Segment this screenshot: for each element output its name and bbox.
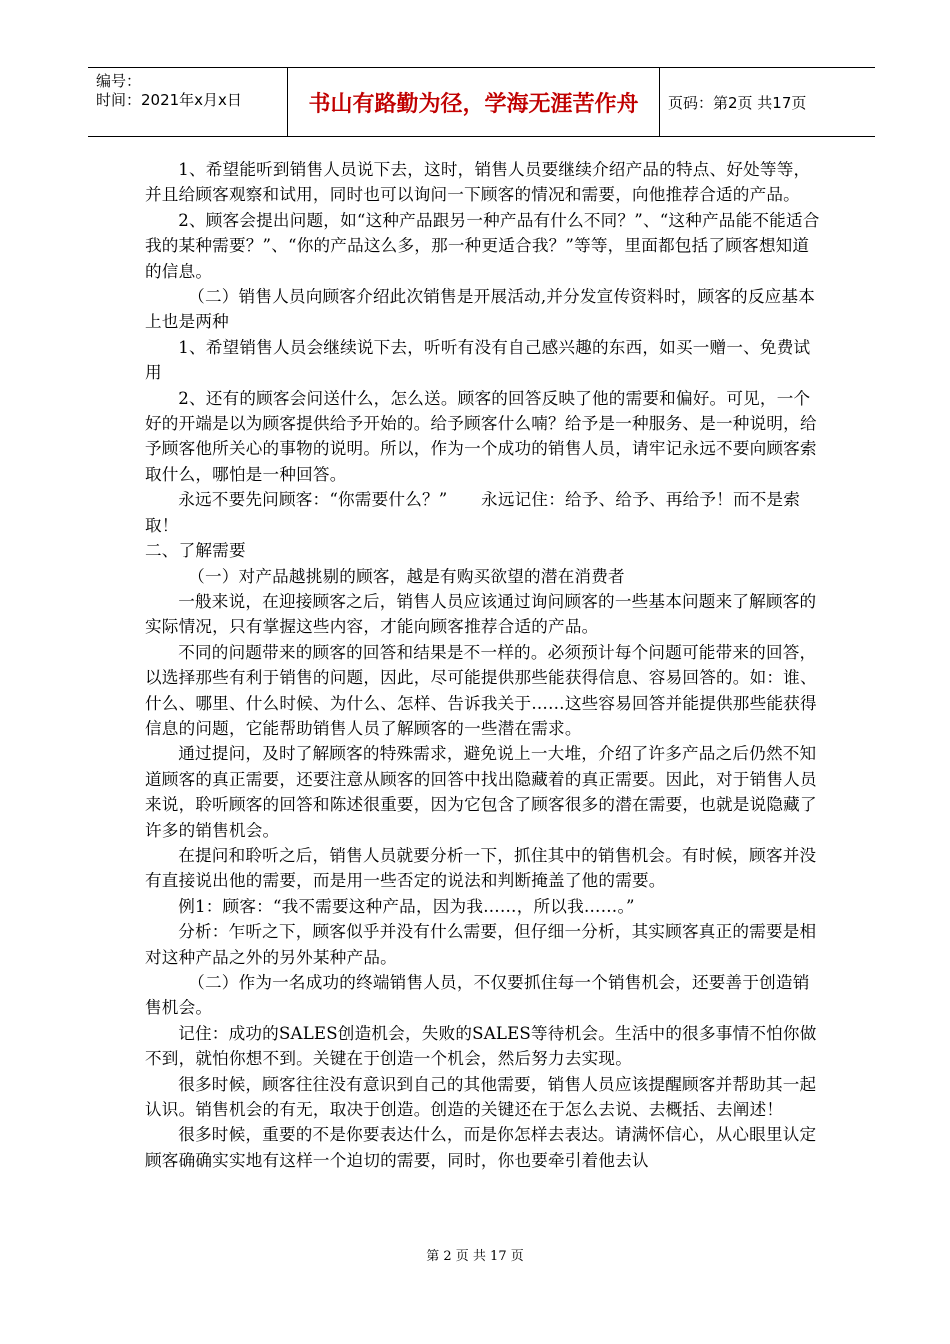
paragraph: （二）销售人员向顾客介绍此次销售是开展活动,并分发宣传资料时，顾客的反应基本上也是两种 (145, 287, 815, 332)
paragraph: 通过提问，及时了解顾客的特殊需求，避免说上一大堆，介绍了许多产品之后仍然不知道顾客的真正需要，还要注意从顾客的回答中找出隐藏着的真正需要。因此，对于销售人员来说，聆听顾客的回答和陈述很重要，因为它包含了顾客很多的潜在需要，也就是说隐藏了许多的销售机会。 (145, 744, 817, 840)
paragraph: （一）对产品越挑剔的顾客，越是有购买欲望的潜在消费者 (188, 566, 625, 586)
header-motto: 书山有路勤为径，学海无涯苦作舟 (288, 68, 660, 136)
paragraph: 很多时候，顾客往往没有意识到自己的其他需要，销售人员应该提醒顾客并帮助其一起认识。销售机会的有无，取决于创造。创造的关键还在于怎么去说、去概括、去阐述！ (145, 1074, 817, 1120)
paragraph: 2、还有的顾客会问送什么，怎么送。顾客的回答反映了他的需要和偏好。可见，一个好的开端是以为顾客提供给予开始的。给予顾客什么喃？给予是一种服务、是一种说明，给予顾客他所关心的事物的说明。所以，作为一个成功的销售人员，请牢记永远不要向顾客索取什么，哪怕是一种回答。 (145, 388, 817, 484)
document-number-label: 编号： (96, 72, 142, 90)
paragraph: 在提问和聆听之后，销售人员就要分析一下，抓住其中的销售机会。有时候，顾客并没有直接说出他的需要，而是用一些否定的说法和判断掩盖了他的需要。 (145, 845, 817, 891)
page-footer: 第 2 页 共 17 页 (426, 1249, 524, 1264)
paragraph: 一般来说，在迎接顾客之后，销售人员应该通过询问顾客的一些基本问题来了解顾客的实际情况，只有掌握这些内容，才能向顾客推荐合适的产品。 (145, 591, 817, 637)
paragraph: 很多时候，重要的不是你要表达什么，而是你怎样去表达。请满怀信心，从心眼里认定顾客确确实实地有这样一个迫切的需要，同时，你也要牵引着他去认 (145, 1125, 817, 1170)
page-header (88, 67, 875, 137)
document-body (145, 157, 821, 1173)
paragraph: 例1：顾客：“我不需要这种产品，因为我……，所以我……。” (178, 896, 635, 916)
paragraph: 记住：成功的SALES创造机会，失败的SALES等待机会。生活中的很多事情不怕你做不到，就怕你想不到。关键在于创造一个机会，然后努力去实现。 (145, 1023, 817, 1069)
paragraph: 不同的问题带来的顾客的回答和结果是不一样的。必须预计每个问题可能带来的回答，以选择那些有利于销售的问题，因此，尽可能提供那些能获得信息、容易回答的。如：谁、什么、哪里、什么时候、为什么、怎样、告诉我关于……这些容易回答并能提供那些能获得信息的问题，它能帮助销售人员了解顾客的一些潜在需求。 (145, 642, 817, 738)
header-left-cell (88, 68, 288, 136)
paragraph: 二、了解需要 (145, 541, 246, 561)
paragraph: 永远不要先问顾客：“你需要什么？” 永远记住：给予、给予、再给予！而不是索取！ (145, 490, 801, 535)
paragraph: 分析：乍听之下，顾客似乎并没有什么需要，但仔细一分析，其实顾客真正的需要是相对这种产品之外的另外某种产品。 (145, 922, 817, 967)
document-time-label: 时间：2021年x月x日 (96, 91, 242, 109)
paragraph: 2、顾客会提出问题，如“这种产品跟另一种产品有什么不同？”、“这种产品能不能适合我的某种需要？”、“你的产品这么多，那一种更适合我？”等等，里面都包括了顾客想知道的信息。 (145, 210, 820, 281)
header-page-number: 页码：第2页 共17页 (668, 93, 807, 112)
paragraph: 1、希望销售人员会继续说下去，听听有没有自己感兴趣的东西，如买一赠一、免费试用 (145, 337, 811, 383)
paragraph: 1、希望能听到销售人员说下去，这时，销售人员要继续介绍产品的特点、好处等等，并且给顾客观察和试用，同时也可以询问一下顾客的情况和需要，向他推荐合适的产品。 (145, 160, 811, 205)
paragraph: （二）作为一名成功的终端销售人员，不仅要抓住每一个销售机会，还要善于创造销售机会。 (145, 973, 810, 1018)
